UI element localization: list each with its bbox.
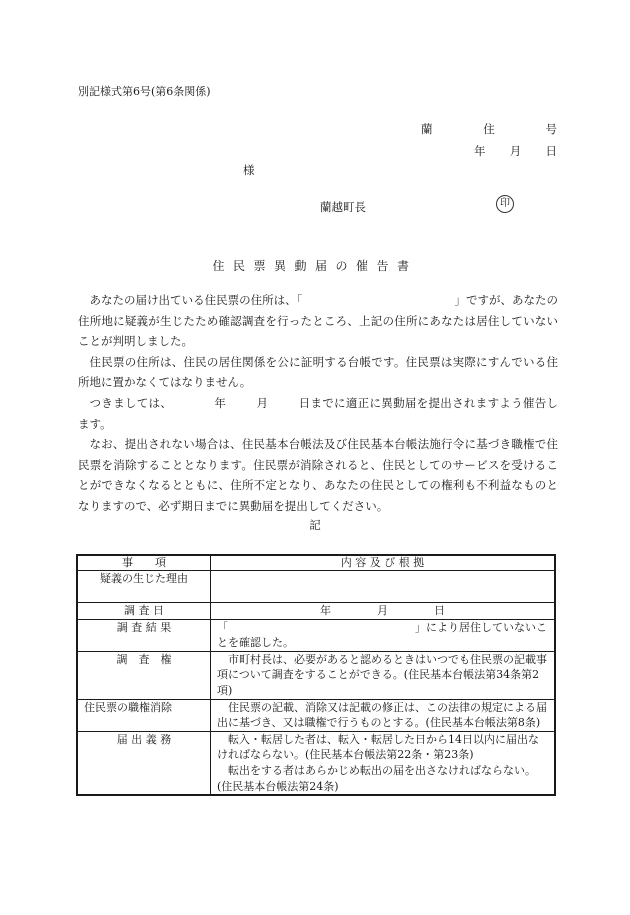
- paragraph-1: あなたの届け出ている住民票の住所は、「 」ですが、あなたの住所地に疑義が生じたため確認調査を行ったところ、上記の住所にあなたは居住していないことが判明しました。: [78, 293, 559, 349]
- content-line-2: 転出をする者はあらかじめ転出の届を出さなければならない。(住民基本台帳法第24条): [217, 763, 536, 793]
- body-text: [78, 290, 558, 517]
- kigo-heading: 記: [309, 518, 321, 532]
- row-item: 疑義の生じた理由: [77, 571, 211, 603]
- table-row: [77, 603, 555, 620]
- row-item: 調 査 権: [77, 651, 211, 699]
- document-title: 住民票異動届の催告書: [212, 259, 418, 273]
- row-content: 「 」により居住していないことを確認した。: [211, 619, 556, 651]
- date-month: 月: [509, 144, 522, 158]
- seal-mark: 印: [496, 195, 514, 213]
- row-content: [211, 571, 556, 603]
- header-content: 内 容 及 び 根 拠: [211, 555, 556, 571]
- table-row: [77, 699, 555, 731]
- issuer-name: 蘭越町長: [320, 200, 366, 214]
- document-number: [421, 121, 557, 137]
- date-year: 年: [474, 144, 486, 158]
- table-row: [77, 731, 555, 795]
- paragraph-4: なお、提出されない場合は、住民基本台帳法及び住民基本台帳法施行令に基づき職権で住民票を消除することとなります。住民票が消除されると、住民としてのサービスを受けることができなくなるとともに、住所不定となり、あなたの住民としての権利も不利益なものとなりますので、必ず期日までに異動届を提出してください。: [78, 437, 558, 513]
- doc-no-suffix: 号: [545, 122, 557, 136]
- row-item: 調 査 結 果: [77, 619, 211, 651]
- row-content: 市町村長は、必要があると認めるときはいつでも住民票の記載事項について調査をすることができる。(住民基本台帳法第34条第2項): [211, 651, 556, 699]
- content-line-1: 転入・転居した者は、転入・転居した日から14日以内に届出なければならない。(住民基本台帳法第22条・第23条): [217, 732, 539, 762]
- doc-no-prefix: 蘭: [421, 122, 433, 136]
- table-row: [77, 619, 555, 651]
- row-content: 住民票の記載、消除又は記載の修正は、この法律の規定による届出に基づき、又は職権で行うものとする。(住民基本台帳法第8条): [211, 699, 556, 731]
- row-item: 調 査 日: [77, 603, 211, 620]
- row-item: 住民票の職権消除: [77, 699, 211, 731]
- paragraph-2: 住民票の住所は、住民の居住関係を公に証明する台帳です。住民票は実際にすんでいる住所地に置かなくてはなりません。: [78, 354, 558, 390]
- doc-no-mid: 住: [483, 122, 495, 136]
- document-date: [474, 143, 557, 159]
- table-row: [77, 651, 555, 699]
- details-table: [76, 554, 556, 796]
- date-day: 日: [545, 144, 557, 158]
- header-item: 事 項: [77, 555, 211, 571]
- row-item: 届 出 義 務: [77, 731, 211, 795]
- row-content-date: 年 月 日: [211, 603, 556, 620]
- form-number: 別記様式第6号(第6条関係): [78, 85, 211, 98]
- table-row: [77, 571, 555, 603]
- recipient-suffix: 様: [243, 163, 255, 177]
- row-content-multi: [211, 731, 556, 795]
- paragraph-3: つきましては、 年 月 日までに適正に異動届を提出されますよう催告します。: [78, 395, 559, 431]
- table-header-row: [77, 555, 555, 571]
